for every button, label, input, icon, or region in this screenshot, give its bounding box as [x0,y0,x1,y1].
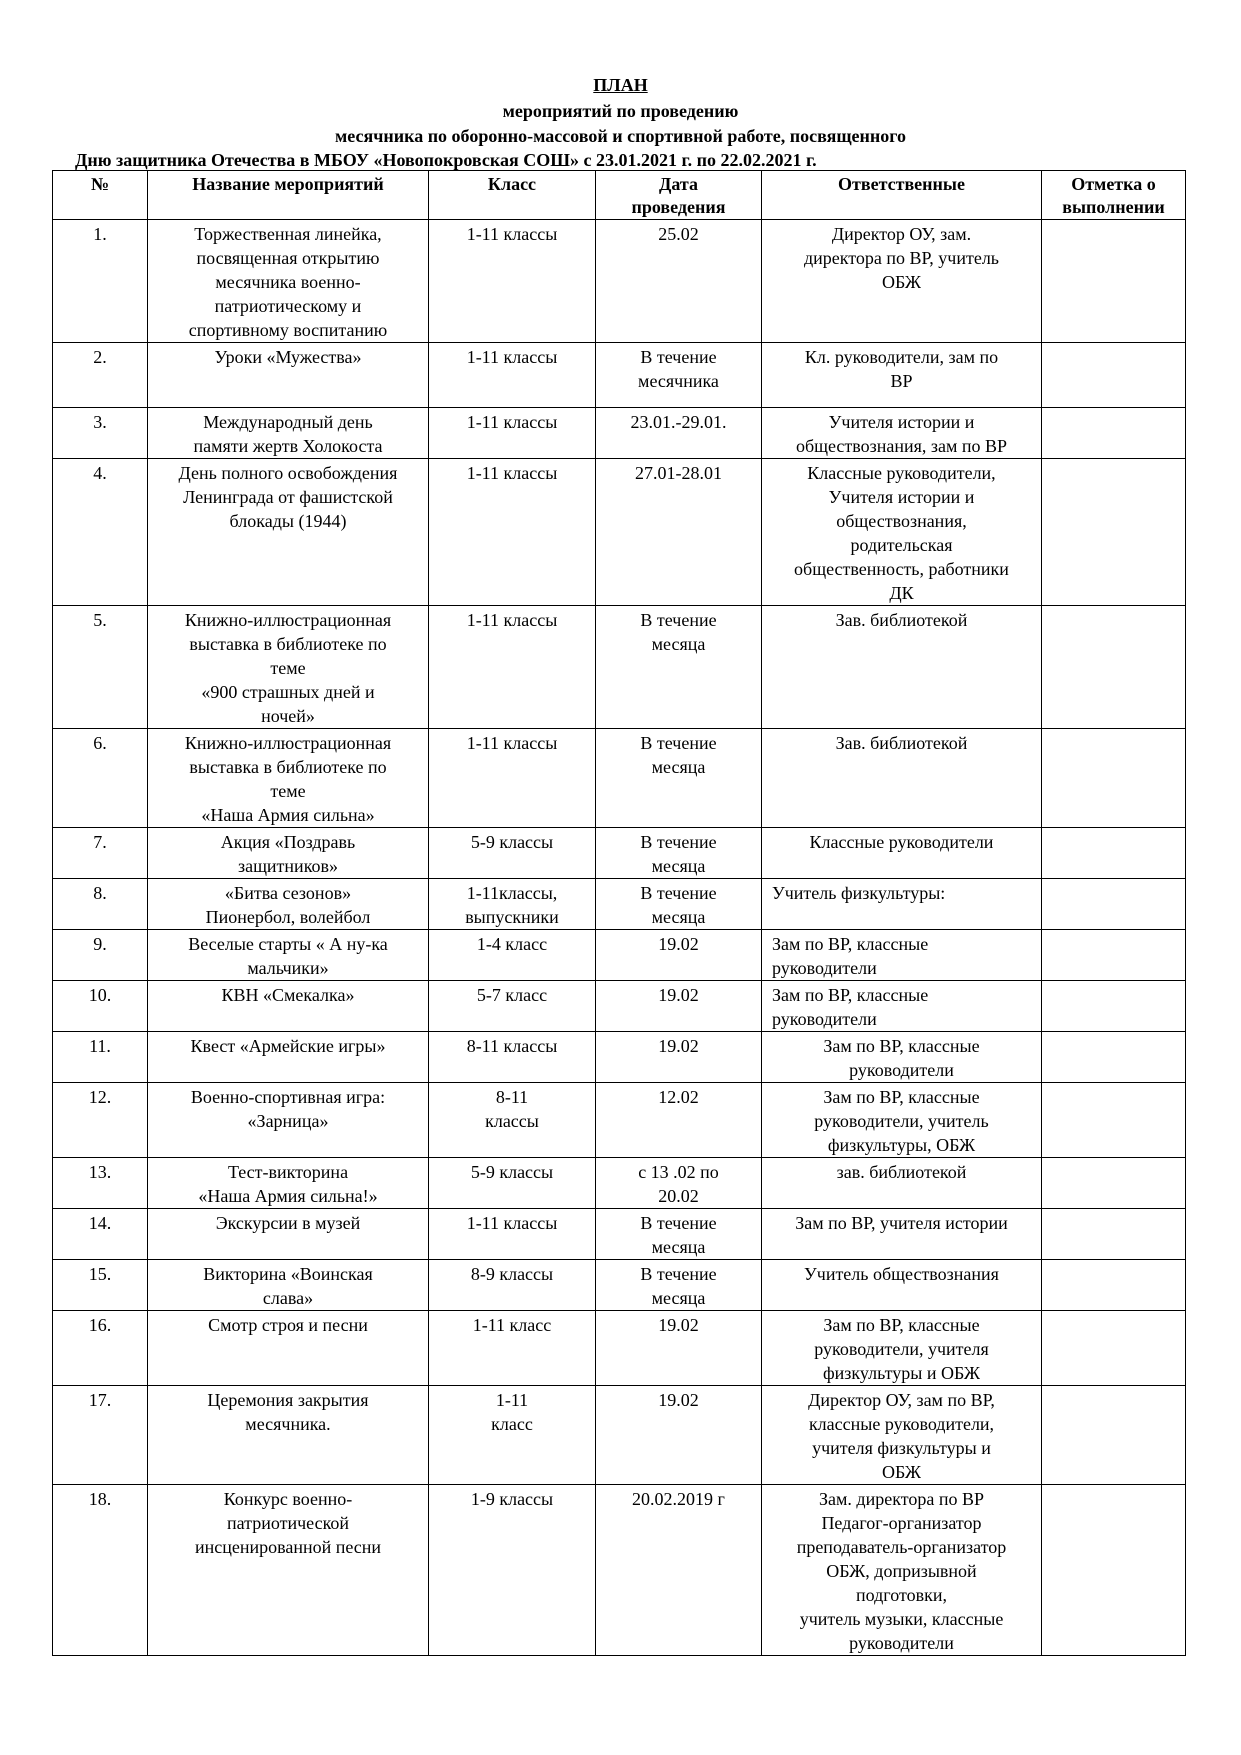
cell-date [596,828,762,879]
cell-responsible [762,1260,1042,1311]
cell-responsible-line: руководители [772,958,877,978]
cell-responsible-line: ОБЖ [881,1462,921,1482]
cell-class-line: 8-11 [495,1087,529,1107]
cell-date [596,1032,762,1083]
table-row [53,408,1186,459]
table-header-row [53,171,1186,220]
cell-class-line: 5-7 класс [476,985,548,1005]
cell-responsible-line: физкультуры и ОБЖ [823,1363,980,1383]
cell-num: 18. [53,1485,148,1656]
cell-responsible-line: Зам по ВР, классные [823,1036,980,1056]
cell-responsible [762,408,1042,459]
cell-date-line: В течение [640,1213,717,1233]
cell-responsible-line: Учитель физкультуры: [772,883,946,903]
cell-event-name [148,1209,429,1260]
cell-class [429,1032,596,1083]
cell-responsible-line: зав. библиотекой [836,1162,967,1182]
cell-event-name [148,408,429,459]
cell-date-line: 19.02 [658,1390,699,1410]
cell-event-name-line: «Зарница» [247,1111,329,1131]
cell-date-line: 19.02 [658,985,699,1005]
cell-class-line: 1-11 классы [466,347,558,367]
cell-class [429,408,596,459]
cell-class [429,1386,596,1485]
cell-class [429,1260,596,1311]
cell-responsible [762,729,1042,828]
cell-responsible [762,1209,1042,1260]
cell-responsible-line: преподаватель-организатор [796,1537,1007,1557]
header-mark-line-2: выполнении [1062,197,1165,217]
cell-event-name-line: Торжественная линейка, [194,224,382,244]
cell-date-line: В течение [640,610,717,630]
cell-num: 4. [53,459,148,606]
cell-responsible [762,1311,1042,1386]
cell-event-name [148,1158,429,1209]
cell-date [596,606,762,729]
table-row [53,879,1186,930]
cell-event-name-line: Экскурсии в музей [215,1213,361,1233]
cell-class-line: классы [485,1111,539,1131]
cell-date [596,220,762,343]
cell-event-name-line: защитников» [237,856,339,876]
cell-event-name-line: патриотической [226,1513,350,1533]
cell-responsible-line: Учитель обществознания [804,1264,999,1284]
cell-num: 10. [53,981,148,1032]
cell-class [429,606,596,729]
cell-event-name-line: «Битва сезонов» [224,883,352,903]
cell-class [429,930,596,981]
cell-event-name-line: Военно-спортивная игра: [190,1087,386,1107]
cell-responsible-line: Учителя истории и [828,487,975,507]
table-row [53,1485,1186,1656]
cell-class [429,459,596,606]
header-date-line-2: проведения [631,197,726,217]
cell-responsible-line: Классные руководители [809,832,994,852]
cell-date [596,459,762,606]
cell-event-name [148,930,429,981]
cell-mark [1042,220,1186,343]
table-row [53,1032,1186,1083]
cell-date [596,1485,762,1656]
cell-date-line: В течение [640,832,717,852]
cell-event-name [148,606,429,729]
cell-responsible-line: учитель музыки, классные [799,1609,1004,1629]
cell-class [429,1485,596,1656]
cell-responsible [762,1032,1042,1083]
cell-event-name-line: «Наша Армия сильна» [201,805,375,825]
cell-date-line: В течение [640,347,717,367]
cell-responsible-line: ВР [890,371,913,391]
cell-mark [1042,879,1186,930]
cell-responsible-line: Классные руководители, [807,463,996,483]
cell-responsible-line: Кл. руководители, зам по [804,347,999,367]
cell-event-name-line: выставка в библиотеке по [189,634,387,654]
cell-date-line: 12.02 [658,1087,699,1107]
cell-event-name-line: выставка в библиотеке по [189,757,387,777]
cell-class-line: выпускники [465,907,559,927]
cell-class [429,1311,596,1386]
cell-date [596,343,762,408]
cell-responsible-line: обществознания, зам по ВР [795,436,1008,456]
cell-responsible-line: Директор ОУ, зам по ВР, [808,1390,995,1410]
cell-responsible [762,879,1042,930]
cell-event-name-line: Международный день [203,412,373,432]
cell-event-name-line: теме [270,781,306,801]
cell-date [596,1311,762,1386]
cell-class [429,981,596,1032]
cell-date [596,1158,762,1209]
cell-event-name [148,1032,429,1083]
cell-event-name [148,828,429,879]
cell-responsible [762,1158,1042,1209]
cell-num: 7. [53,828,148,879]
table-row [53,343,1186,408]
cell-responsible [762,220,1042,343]
cell-date-line: месяца [651,856,706,876]
cell-responsible-line: ДК [889,583,914,603]
cell-responsible-line: родительская [850,535,953,555]
cell-event-name-line: месячника военно- [215,272,361,292]
cell-event-name-line: посвященная открытию [196,248,380,268]
cell-class [429,1209,596,1260]
cell-num: 6. [53,729,148,828]
cell-responsible-line: классные руководители, [808,1414,995,1434]
cell-event-name-line: Книжно-иллюстрационная [184,610,392,630]
cell-num: 12. [53,1083,148,1158]
header-date [596,171,762,220]
cell-responsible [762,981,1042,1032]
cell-date-line: 19.02 [658,934,699,954]
cell-num: 8. [53,879,148,930]
cell-responsible [762,606,1042,729]
cell-responsible-line: Зам по ВР, классные [772,934,929,954]
cell-event-name-line: патриотическому и [214,296,362,316]
cell-responsible [762,1386,1042,1485]
cell-responsible-line: Зав. библиотекой [835,610,968,630]
cell-event-name-line: День полного освобождения [178,463,398,483]
cell-event-name [148,729,429,828]
cell-responsible-line: обществознания, [836,511,967,531]
cell-date-line: В течение [640,733,717,753]
cell-class-line: класс [491,1414,533,1434]
cell-date-line: месячника [638,371,719,391]
cell-responsible-line: руководители, учителя [814,1339,989,1359]
cell-date-line: месяца [651,1288,706,1308]
cell-event-name-line: теме [270,658,306,678]
cell-class-line: 1-9 классы [470,1489,554,1509]
cell-class-line: 1-11 классы [466,610,558,630]
cell-event-name [148,1311,429,1386]
cell-num: 5. [53,606,148,729]
cell-event-name-line: Ленинграда от фашистской [183,487,393,507]
cell-date-line: 25.02 [658,224,699,244]
table-row [53,828,1186,879]
cell-num: 16. [53,1311,148,1386]
cell-date [596,879,762,930]
cell-event-name [148,220,429,343]
plan-table [52,170,1186,1656]
cell-mark [1042,1386,1186,1485]
cell-event-name-line: КВН «Смекалка» [221,985,355,1005]
header-name: Название мероприятий [148,171,429,220]
cell-date [596,930,762,981]
cell-responsible-line: Зам по ВР, учителя истории [795,1213,1008,1233]
table-row [53,1158,1186,1209]
cell-responsible [762,828,1042,879]
table-row [53,459,1186,606]
cell-event-name [148,459,429,606]
cell-date [596,1260,762,1311]
table-row [53,930,1186,981]
cell-num: 3. [53,408,148,459]
cell-class-line: 8-9 классы [470,1264,554,1284]
cell-responsible [762,1485,1042,1656]
cell-event-name-line: Конкурс военно- [223,1489,353,1509]
cell-num: 11. [53,1032,148,1083]
cell-date-line: 27.01-28.01 [635,463,722,483]
cell-mark [1042,1158,1186,1209]
cell-class-line: 1-11классы, [466,883,558,903]
cell-responsible-line: физкультуры, ОБЖ [827,1135,976,1155]
cell-event-name-line: спортивному воспитанию [188,320,388,340]
cell-responsible-line: Учителя истории и [828,412,975,432]
cell-date-line: В течение [640,1264,717,1284]
cell-class-line: 1-4 класс [476,934,548,954]
cell-class-line: 1-11 [495,1390,529,1410]
header-class: Класс [429,171,596,220]
cell-class [429,343,596,408]
cell-class [429,220,596,343]
cell-date-line: 23.01.-29.01. [630,412,727,432]
cell-event-name [148,981,429,1032]
cell-date [596,729,762,828]
cell-class-line: 1-11 классы [466,412,558,432]
plan-subtitle-2: месячника по оборонно-массовой и спортивной работе, посвященного [335,126,906,146]
cell-class [429,729,596,828]
cell-date [596,1209,762,1260]
cell-event-name-line: Акция «Поздравь [220,832,356,852]
cell-date-line: 20.02.2019 г [632,1489,725,1509]
cell-event-name-line: Квест «Армейские игры» [190,1036,386,1056]
table-row [53,1209,1186,1260]
cell-mark [1042,1032,1186,1083]
cell-responsible-line: ОБЖ [881,272,921,292]
cell-date-line: 19.02 [658,1036,699,1056]
cell-event-name [148,1386,429,1485]
cell-event-name-line: Церемония закрытия [207,1390,369,1410]
cell-mark [1042,1083,1186,1158]
table-row [53,220,1186,343]
cell-responsible-line: общественность, работники [794,559,1009,579]
cell-responsible-line: Зав. библиотекой [835,733,968,753]
cell-responsible-line: руководители [772,1009,877,1029]
table-row [53,1311,1186,1386]
cell-responsible-line: Зам. директора по ВР [819,1489,984,1509]
plan-subtitle-1: мероприятий по проведению [502,101,739,121]
cell-mark [1042,1485,1186,1656]
cell-class-line: 1-11 классы [466,1213,558,1233]
cell-event-name-line: инсценированной песни [194,1537,382,1557]
cell-event-name-line: слава» [262,1288,314,1308]
cell-responsible-line: руководители [849,1060,954,1080]
cell-responsible-line: директора по ВР, учитель [803,248,1000,268]
header-date-line-1: Дата [659,174,698,194]
cell-event-name-line: Тест-викторина [227,1162,349,1182]
cell-num: 9. [53,930,148,981]
cell-event-name [148,879,429,930]
cell-event-name-line: Пионербол, волейбол [205,907,371,927]
cell-class-line: 1-11 классы [466,463,558,483]
cell-class [429,1083,596,1158]
cell-responsible-line: Зам по ВР, классные [823,1315,980,1335]
cell-responsible [762,1083,1042,1158]
header-responsible: Ответственные [762,171,1042,220]
cell-class [429,828,596,879]
cell-event-name [148,1260,429,1311]
cell-mark [1042,828,1186,879]
cell-date-line: В течение [640,883,717,903]
table-row [53,606,1186,729]
cell-mark [1042,729,1186,828]
cell-date [596,1083,762,1158]
cell-num: 1. [53,220,148,343]
cell-event-name-line: блокады (1944) [229,511,347,531]
cell-responsible-line: подготовки, [856,1585,947,1605]
cell-class-line: 5-9 классы [470,832,554,852]
cell-responsible-line: ОБЖ, допризывной [826,1561,977,1581]
cell-class-line: 5-9 классы [470,1162,554,1182]
cell-date-line: месяца [651,907,706,927]
cell-responsible-line: Зам по ВР, классные [772,985,929,1005]
cell-class-line: 1-11 классы [466,733,558,753]
cell-date [596,408,762,459]
cell-responsible [762,459,1042,606]
cell-class [429,1158,596,1209]
cell-mark [1042,1209,1186,1260]
cell-responsible-line: учителя физкультуры и [812,1438,991,1458]
cell-responsible [762,343,1042,408]
header-mark-line-1: Отметка о [1071,174,1156,194]
cell-mark [1042,343,1186,408]
cell-num: 14. [53,1209,148,1260]
cell-event-name-line: «Наша Армия сильна!» [198,1186,378,1206]
cell-num: 2. [53,343,148,408]
cell-mark [1042,1260,1186,1311]
cell-mark [1042,981,1186,1032]
cell-event-name-line: мальчики» [247,958,329,978]
table-row [53,1083,1186,1158]
cell-num: 13. [53,1158,148,1209]
cell-responsible-line: Директор ОУ, зам. [831,224,972,244]
cell-date-line: месяца [651,1237,706,1257]
cell-responsible-line: руководители, учитель [814,1111,989,1131]
cell-num: 15. [53,1260,148,1311]
cell-event-name-line: памяти жертв Холокоста [193,436,383,456]
header-num: № [53,171,148,220]
table-row [53,981,1186,1032]
cell-class-line: 8-11 классы [466,1036,558,1056]
plan-title: ПЛАН [593,75,648,95]
cell-num: 17. [53,1386,148,1485]
cell-responsible-line: руководители [849,1633,954,1653]
cell-date-line: месяца [651,757,706,777]
cell-mark [1042,408,1186,459]
cell-class-line: 1-11 класс [472,1315,552,1335]
cell-event-name-line: месячника. [245,1414,331,1434]
cell-event-name-line: Смотр строя и песни [208,1315,368,1335]
cell-event-name [148,1485,429,1656]
plan-table-body [53,220,1186,1656]
table-row [53,1386,1186,1485]
cell-event-name-line: ночей» [261,706,315,726]
cell-date [596,981,762,1032]
cell-mark [1042,1311,1186,1386]
cell-date-line: 19.02 [658,1315,699,1335]
cell-mark [1042,606,1186,729]
cell-date-line: 20.02 [658,1186,699,1206]
cell-class-line: 1-11 классы [466,224,558,244]
cell-responsible-line: Зам по ВР, классные [823,1087,980,1107]
cell-mark [1042,930,1186,981]
cell-event-name-line: Викторина «Воинская [203,1264,373,1284]
cell-event-name [148,1083,429,1158]
cell-event-name-line: «900 страшных дней и [201,682,375,702]
plan-subtitle-3: Дню защитника Отечества в МБОУ «Новопокровская СОШ» с 23.01.2021 г. по 22.02.2021 г. [75,150,817,170]
cell-event-name-line: Веселые старты « А ну-ка [188,934,388,954]
cell-responsible [762,930,1042,981]
cell-date [596,1386,762,1485]
cell-mark [1042,459,1186,606]
table-row [53,1260,1186,1311]
header-mark [1042,171,1186,220]
cell-class [429,879,596,930]
cell-date-line: месяца [651,634,706,654]
cell-date-line: с 13 .02 по [638,1162,719,1182]
cell-event-name [148,343,429,408]
cell-event-name-line: Уроки «Мужества» [214,347,362,367]
cell-responsible-line: Педагог-организатор [821,1513,982,1533]
cell-event-name-line: Книжно-иллюстрационная [184,733,392,753]
table-row [53,729,1186,828]
